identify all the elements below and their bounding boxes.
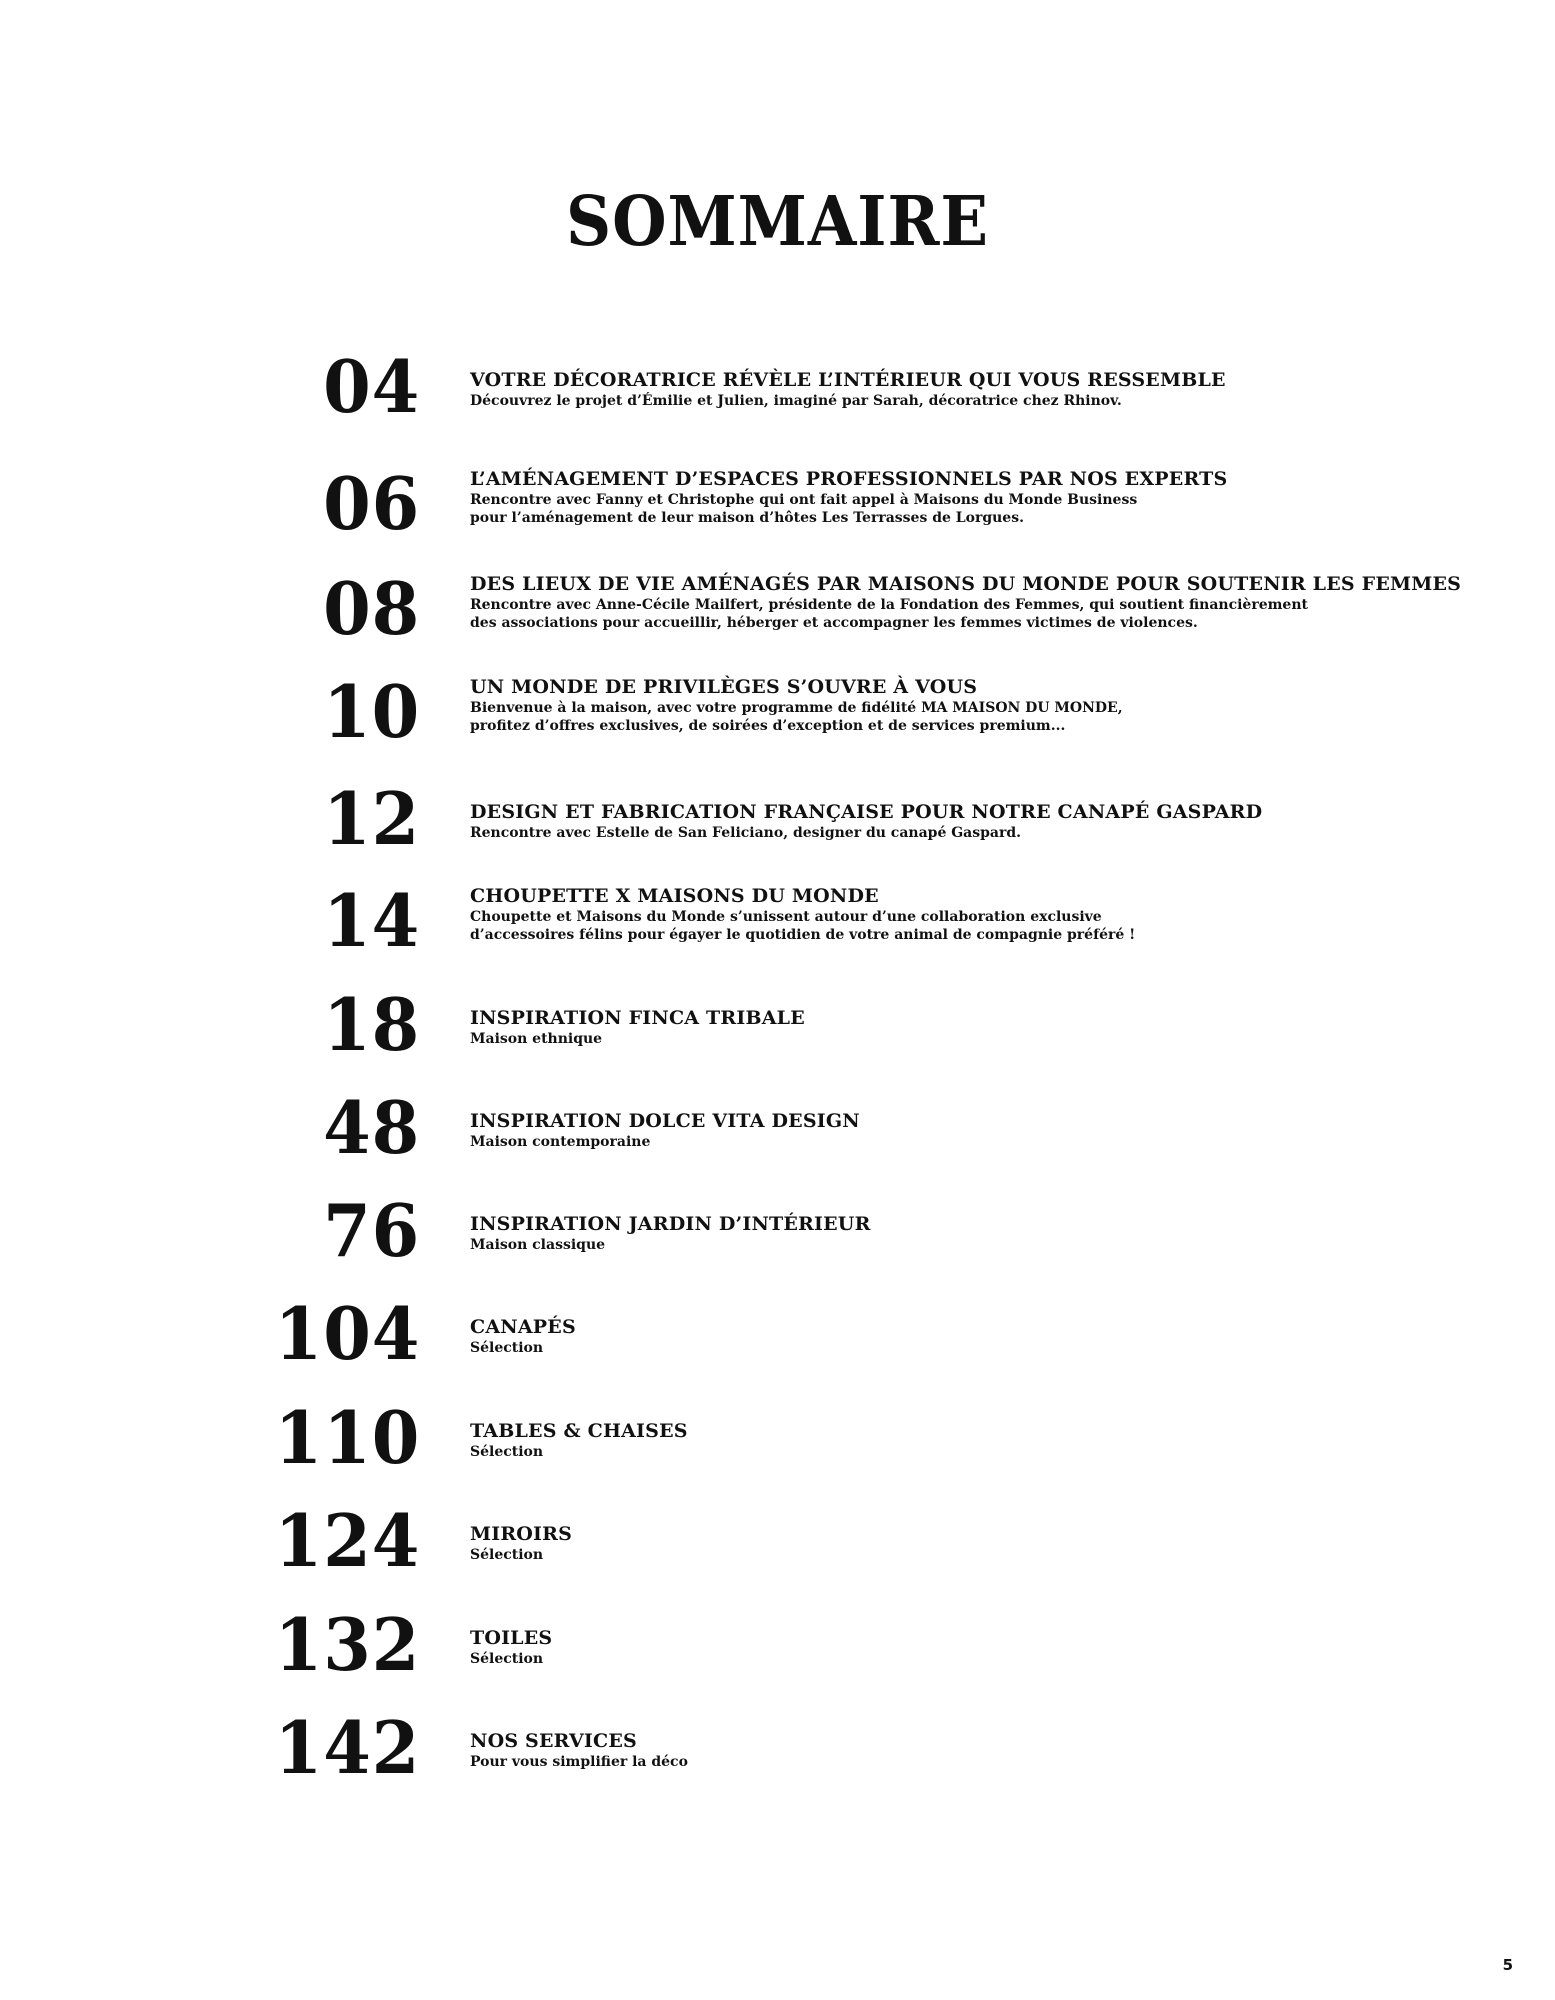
entry-title: NOS SERVICES <box>470 1730 637 1752</box>
entry-page-number: 124 <box>274 1498 420 1583</box>
entry-title: CHOUPETTE X MAISONS DU MONDE <box>470 885 879 907</box>
entry-description-line: Rencontre avec Estelle de San Feliciano, designer du canapé Gaspard. <box>470 825 1022 841</box>
entry-title: UN MONDE DE PRIVILÈGES S’OUVRE À VOUS <box>470 676 978 698</box>
entry-text <box>470 1007 1480 1048</box>
entry-page-number: 10 <box>322 669 420 754</box>
entry-description-line: Sélection <box>470 1444 544 1460</box>
entry-page-number: 04 <box>322 344 420 429</box>
entry-page-number: 142 <box>274 1705 420 1790</box>
entry-page-number: 12 <box>322 776 420 861</box>
entry-title: CANAPÉS <box>470 1316 576 1338</box>
entry-title: TOILES <box>470 1627 553 1649</box>
entry-text <box>470 676 1480 735</box>
entry-text <box>470 573 1480 632</box>
entry-text <box>470 1420 1480 1461</box>
entry-description-line: Sélection <box>470 1651 544 1667</box>
entry-description-line: Maison ethnique <box>470 1031 603 1047</box>
entry-title: L’AMÉNAGEMENT D’ESPACES PROFESSIONNELS PAR NOS EXPERTS <box>470 468 1228 490</box>
entry-description-line: Maison contemporaine <box>470 1134 651 1150</box>
entry-text <box>470 468 1480 527</box>
entry-page-number: 132 <box>274 1602 420 1687</box>
entry-description-line: profitez d’offres exclusives, de soirées d’exception et de services premium... <box>470 718 1066 734</box>
entry-description-line: des associations pour accueillir, héberger et accompagner les femmes victimes de violences. <box>470 615 1198 631</box>
entry-description-line: d’accessoires félins pour égayer le quotidien de votre animal de compagnie préféré ! <box>470 927 1136 943</box>
page-number: 5 <box>1502 1956 1513 1974</box>
entry-text <box>470 1523 1480 1564</box>
entry-description-line: Rencontre avec Anne-Cécile Mailfert, présidente de la Fondation des Femmes, qui soutient financièrement <box>470 597 1308 613</box>
entry-page-number: 110 <box>274 1395 420 1480</box>
entry-text <box>470 1627 1480 1668</box>
entry-description-line: Bienvenue à la maison, avec votre programme de fidélité MA MAISON DU MONDE, <box>470 700 1123 716</box>
entry-description-line: Pour vous simplifier la déco <box>470 1754 688 1770</box>
entry-page-number: 06 <box>322 461 420 546</box>
entry-description-line: Maison classique <box>470 1237 606 1253</box>
entry-title: INSPIRATION FINCA TRIBALE <box>470 1007 805 1029</box>
entry-text <box>470 1316 1480 1357</box>
entry-text <box>470 1110 1480 1151</box>
entry-title: INSPIRATION JARDIN D’INTÉRIEUR <box>470 1213 871 1235</box>
entry-text <box>470 885 1480 944</box>
entry-title: DESIGN ET FABRICATION FRANÇAISE POUR NOTRE CANAPÉ GASPARD <box>470 801 1263 823</box>
entry-title: MIROIRS <box>470 1523 573 1545</box>
entry-description-line: Sélection <box>470 1547 544 1563</box>
entry-description-line: Découvrez le projet d’Émilie et Julien, imaginé par Sarah, décoratrice chez Rhinov. <box>470 393 1122 409</box>
page-title: SOMMAIRE <box>565 182 989 262</box>
entry-title: DES LIEUX DE VIE AMÉNAGÉS PAR MAISONS DU MONDE POUR SOUTENIR LES FEMMES <box>470 573 1462 595</box>
entry-title: TABLES & CHAISES <box>470 1420 688 1442</box>
entry-text <box>470 801 1480 842</box>
entry-page-number: 18 <box>322 982 420 1067</box>
entry-page-number: 14 <box>322 878 420 963</box>
entry-description-line: Sélection <box>470 1340 544 1356</box>
entry-text <box>470 1730 1480 1771</box>
entry-text <box>470 369 1480 410</box>
entry-description-line: pour l’aménagement de leur maison d’hôtes Les Terrasses de Lorgues. <box>470 510 1024 526</box>
entry-page-number: 48 <box>322 1085 420 1170</box>
entry-page-number: 76 <box>322 1188 420 1273</box>
entry-description-line: Choupette et Maisons du Monde s’unissent autour d’une collaboration exclusive <box>470 909 1102 925</box>
entry-title: VOTRE DÉCORATRICE RÉVÈLE L’INTÉRIEUR QUI VOUS RESSEMBLE <box>470 369 1226 391</box>
entry-description-line: Rencontre avec Fanny et Christophe qui ont fait appel à Maisons du Monde Business <box>470 492 1138 508</box>
entry-page-number: 08 <box>322 566 420 651</box>
entry-text <box>470 1213 1480 1254</box>
entry-title: INSPIRATION DOLCE VITA DESIGN <box>470 1110 860 1132</box>
entry-page-number: 104 <box>274 1291 420 1376</box>
